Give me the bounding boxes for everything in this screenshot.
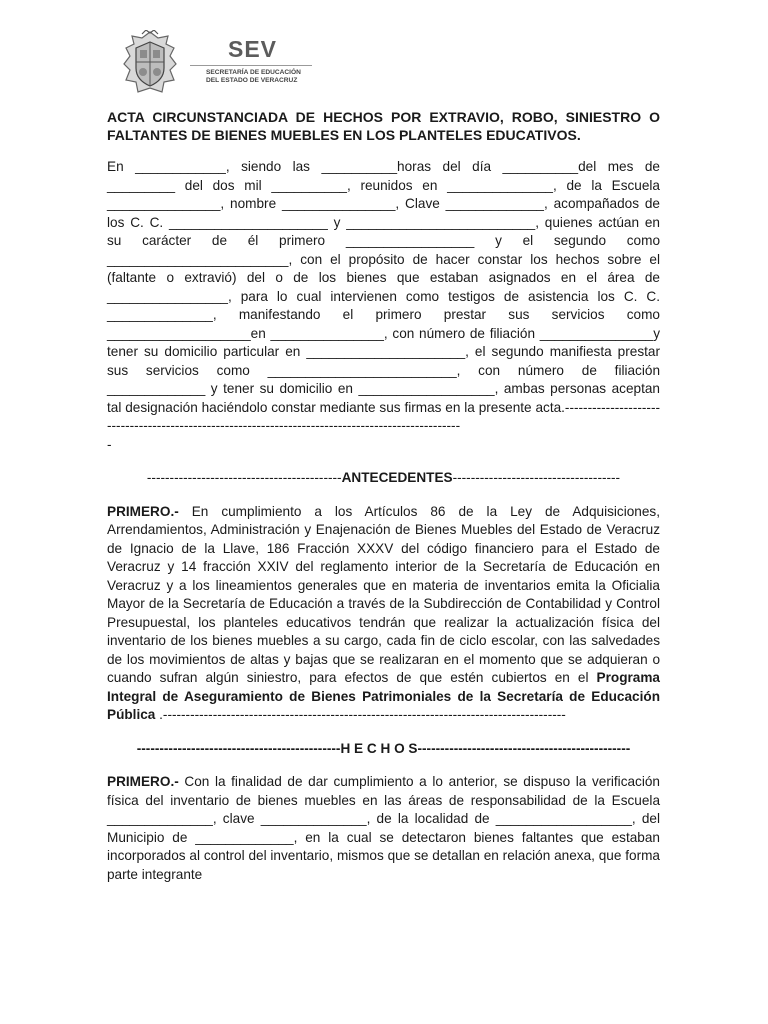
veracruz-coat-of-arms-icon: [118, 30, 182, 96]
sev-logo-text: SEV: [228, 36, 278, 62]
logo-subtitle-line-1: SECRETARÍA DE EDUCACIÓN: [206, 69, 301, 76]
document-body: [107, 108, 660, 884]
antecedentes-label: PRIMERO.-: [107, 503, 179, 519]
intro-tail: -: [107, 436, 112, 452]
letterhead: [118, 30, 358, 100]
antecedentes-text: En cumplimiento a los Artículos 86 de la Ley de Adquisiciones, Arrendamientos, Administración y Enajenación de Bienes Muebles del Estado de Veracruz de Ignacio de la Llave, 186 Fracción XXXV del código financiero para el Estado de Veracruz y 14 fracción XXIV del reglamento interior de la Secretaría de Educación en Veracruz y a los lineamientos generales que en materia de inventarios emita la Oficialia Mayor de la Secretaría de Educación a través de la Subdirección de Contabilidad y Control Presupuestal, los planteles educativos tendrán que realizar la actualización física del inventario de los bienes muebles a su cargo, cada fin de ciclo escolar, con las salvedades de los movimientos de altas y bajas que se realizaran en el momento que se adquieran o cuando sufran algún siniestro, para efectos de que estén cubiertos en el: [107, 503, 660, 685]
hechos-rule-right: -----------------------------------------------: [417, 740, 631, 756]
intro-paragraph: En ____________, siendo las __________horas del día __________del mes de _________ del dos mil __________, reunidos en ______________, de la Escuela _______________, nombre _______________, Clave _____________, acompañados de los C. C. _____________________ y _________________________, quienes actúan en su carácter de él primero _________________ y el segundo como ________________________, con el propósito de hacer constar los hechos sobre el (faltante o extravió) del o de los bienes que estaban asignados en el área de ________________, para lo cual intervienen como testigos de asistencia los C. C. ______________, manifestando el primero prestar sus servicios como ___________________en _______________, con número de filiación _______________y tener su domicilio particular en _____________________, el segundo manifiesta prestar sus servicios como _________________________, con número de filiación _____________ y tener su domicilio en __________________, ambas personas aceptan tal designación haciéndolo constar mediante sus firmas en la presente acta.---------------------------------------------------------------------------------------------------: [107, 159, 660, 433]
program-name: Programa Integral de Aseguramiento de Bienes Patrimoniales de la Secretaría de Educación Pública: [107, 670, 660, 722]
antecedentes-rule-left: -------------------------------------------: [146, 470, 342, 485]
logo-subtitle-line-2: DEL ESTADO DE VERACRUZ: [206, 77, 298, 84]
hechos-title: H E C H O S: [340, 740, 418, 756]
antecedentes-title: ANTECEDENTES: [341, 470, 453, 485]
antecedentes-paragraph: [107, 503, 660, 725]
logo-subtitle: [206, 69, 301, 85]
antecedentes-rule-right: -------------------------------------: [452, 470, 621, 485]
hechos-label: PRIMERO.-: [107, 774, 179, 789]
document-title: ACTA CIRCUNSTANCIADA DE HECHOS POR EXTRAVIO, ROBO, SINIESTRO O FALTANTES DE BIENES MUEBLES EN LOS PLANTELES EDUCATIVOS.: [107, 109, 660, 143]
hechos-paragraph: [107, 773, 660, 884]
antecedentes-heading: [107, 469, 660, 488]
antecedentes-tail: .-----------------------------------------------------------------------------------------: [155, 707, 566, 722]
hechos-rule-left: ---------------------------------------------: [136, 740, 341, 756]
logo-divider: [190, 65, 312, 66]
hechos-heading: [107, 740, 660, 759]
hechos-text: Con la finalidad de dar cumplimiento a lo anterior, se dispuso la verificación física del inventario de bienes muebles en las áreas de responsabilidad de la Escuela ______________, clave ______________, de la localidad de __________________, del Municipio de _____________, en la cual se detectaron bienes faltantes que estaban incorporados al control del inventario, mismos que se detallan en relación anexa, que forma parte integrante: [107, 774, 660, 882]
